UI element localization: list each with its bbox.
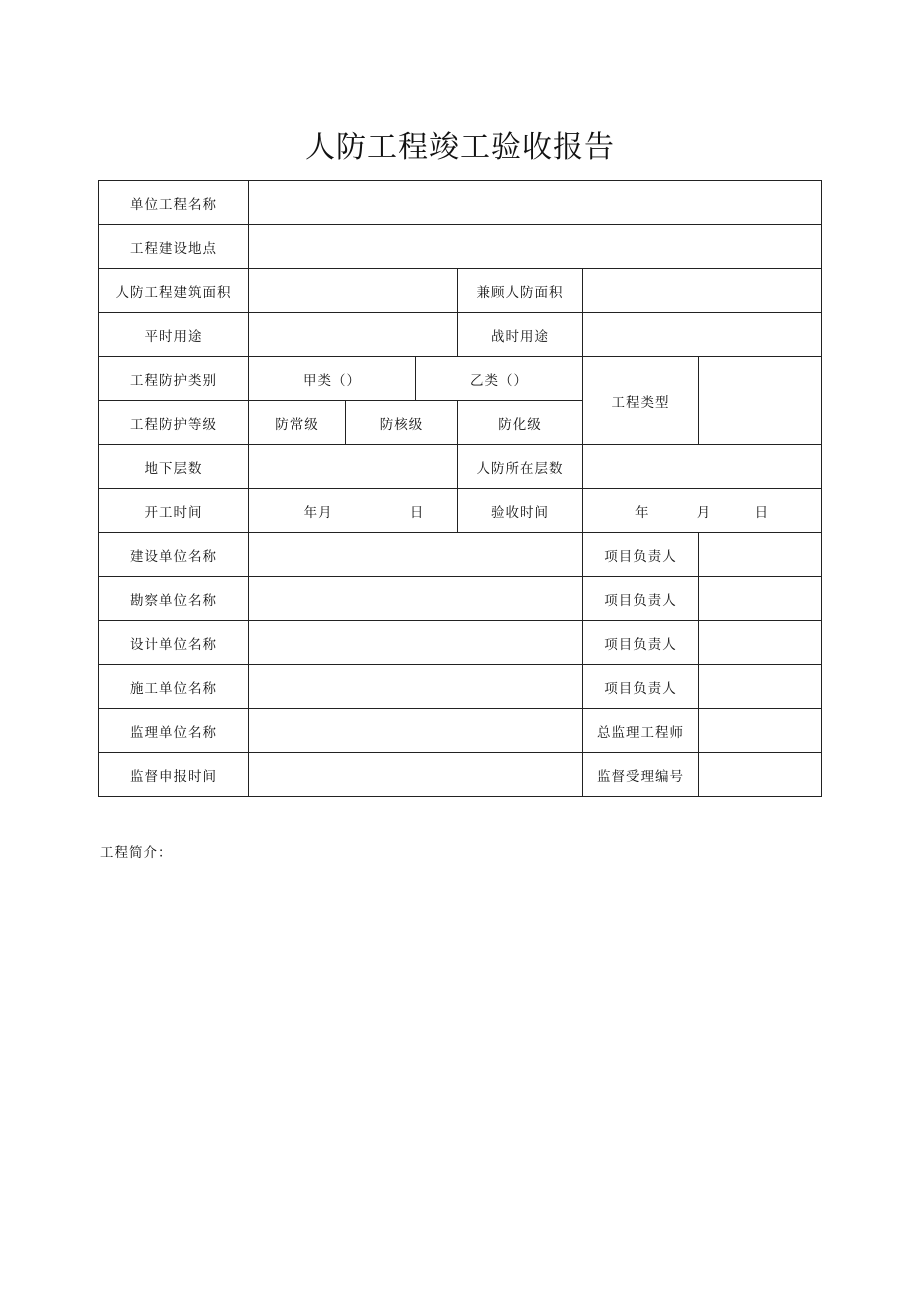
field-accept-no[interactable]: [699, 753, 822, 797]
label-protect-level: 工程防护等级: [99, 401, 249, 445]
field-designer[interactable]: [249, 621, 583, 665]
field-supervisor[interactable]: [249, 709, 583, 753]
label-designer: 设计单位名称: [99, 621, 249, 665]
label-constructor-lead: 项目负责人: [583, 665, 699, 709]
label-constructor: 施工单位名称: [99, 665, 249, 709]
option-level-conventional[interactable]: 防常级: [249, 401, 346, 445]
start-date-d: 日: [409, 504, 425, 521]
field-rf-area[interactable]: [249, 269, 458, 313]
field-rf-floor[interactable]: [583, 445, 822, 489]
label-basement-floors: 地下层数: [99, 445, 249, 489]
table-row: [99, 445, 822, 489]
option-class-b[interactable]: 乙类（）: [416, 357, 583, 401]
table-row: [99, 665, 822, 709]
field-surveyor[interactable]: [249, 577, 583, 621]
field-basement-floors[interactable]: [249, 445, 458, 489]
field-project-type[interactable]: [699, 357, 822, 445]
label-location: 工程建设地点: [99, 225, 249, 269]
table-row: [99, 621, 822, 665]
label-rf-area: 人防工程建筑面积: [99, 269, 249, 313]
label-surveyor: 勘察单位名称: [99, 577, 249, 621]
field-constructor-lead[interactable]: [699, 665, 822, 709]
intro-label: 工程简介：: [100, 845, 173, 861]
accept-date-m: 月: [696, 504, 712, 521]
option-class-a[interactable]: 甲类（）: [249, 357, 416, 401]
table-row: [99, 489, 822, 533]
field-designer-lead[interactable]: [699, 621, 822, 665]
table-row: [99, 577, 822, 621]
field-accept-date[interactable]: [583, 489, 822, 533]
label-accept-no: 监督受理编号: [583, 753, 699, 797]
label-dual-area: 兼顾人防面积: [458, 269, 583, 313]
field-report-time[interactable]: [249, 753, 583, 797]
label-war-use: 战时用途: [458, 313, 583, 357]
field-builder-lead[interactable]: [699, 533, 822, 577]
accept-date-y: 年: [634, 504, 650, 521]
field-peace-use[interactable]: [249, 313, 458, 357]
label-chief-supervisor: 总监理工程师: [583, 709, 699, 753]
label-report-time: 监督申报时间: [99, 753, 249, 797]
field-surveyor-lead[interactable]: [699, 577, 822, 621]
label-protect-type: 工程防护类别: [99, 357, 249, 401]
label-builder-lead: 项目负责人: [583, 533, 699, 577]
option-level-chemical[interactable]: 防化级: [458, 401, 583, 445]
label-start-time: 开工时间: [99, 489, 249, 533]
table-row: [99, 225, 822, 269]
field-location[interactable]: [249, 225, 822, 269]
label-designer-lead: 项目负责人: [583, 621, 699, 665]
field-chief-supervisor[interactable]: [699, 709, 822, 753]
acceptance-form-table: [98, 180, 822, 797]
option-level-nuclear[interactable]: 防核级: [346, 401, 458, 445]
label-builder: 建设单位名称: [99, 533, 249, 577]
table-row: [99, 357, 822, 401]
field-builder[interactable]: [249, 533, 583, 577]
field-constructor[interactable]: [249, 665, 583, 709]
field-unit-name[interactable]: [249, 181, 822, 225]
table-row: [99, 753, 822, 797]
label-rf-floor: 人防所在层数: [458, 445, 583, 489]
label-project-type: 工程类型: [583, 357, 699, 445]
field-dual-area[interactable]: [583, 269, 822, 313]
label-peace-use: 平时用途: [99, 313, 249, 357]
table-row: [99, 181, 822, 225]
label-supervisor: 监理单位名称: [99, 709, 249, 753]
field-start-date[interactable]: [249, 489, 458, 533]
table-row: [99, 709, 822, 753]
label-surveyor-lead: 项目负责人: [583, 577, 699, 621]
start-date-ym: 年月: [303, 504, 333, 521]
label-accept-time: 验收时间: [458, 489, 583, 533]
page-title: 人防工程竣工验收报告: [305, 130, 615, 165]
table-row: [99, 269, 822, 313]
accept-date-d: 日: [754, 504, 770, 521]
field-war-use[interactable]: [583, 313, 822, 357]
table-row: [99, 533, 822, 577]
table-row: [99, 313, 822, 357]
label-unit-name: 单位工程名称: [99, 181, 249, 225]
